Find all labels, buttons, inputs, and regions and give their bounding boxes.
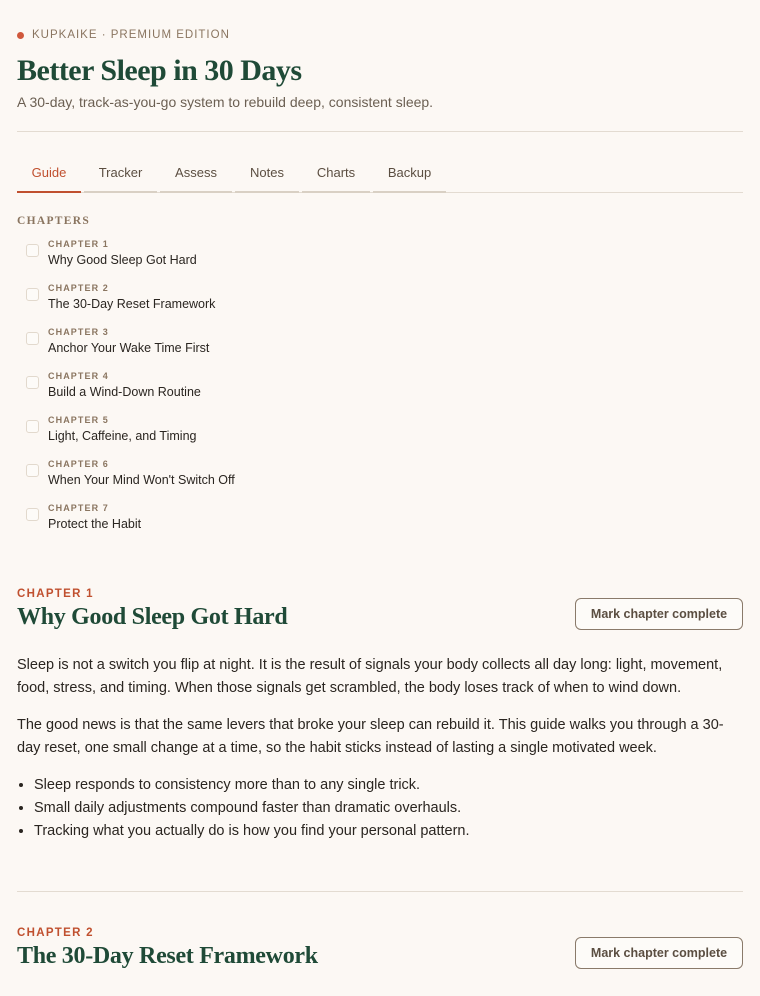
chapters-heading: CHAPTERS	[17, 215, 91, 227]
bullet-item: • Sleep responds to consistency more than to any single trick.	[34, 774, 743, 797]
chapter-number: CHAPTER 6	[48, 459, 109, 469]
chapter-checkbox[interactable]	[26, 332, 39, 345]
tab-backup[interactable]: Backup	[373, 153, 446, 193]
chapter-title: Protect the Habit	[48, 517, 142, 531]
page-subtitle: A 30-day, track-as-you-go system to rebuild deep, consistent sleep.	[17, 94, 434, 110]
chapter-title: When Your Mind Won't Switch Off	[48, 473, 235, 487]
chapter-checkbox[interactable]	[26, 464, 39, 477]
tab-bar	[17, 152, 743, 193]
chapter-title: Light, Caffeine, and Timing	[48, 429, 197, 443]
chapter-checkbox[interactable]	[26, 376, 39, 389]
chapter-title: Build a Wind-Down Routine	[48, 385, 201, 399]
mark-complete-button[interactable]: Mark chapter complete	[575, 937, 743, 969]
chapter-number: CHAPTER 5	[48, 415, 109, 425]
chapter-number: CHAPTER 7	[48, 503, 109, 513]
bullet-item: • Tracking what you actually do is how you find your personal pattern.	[34, 820, 743, 843]
divider	[17, 891, 743, 892]
chapter-checkbox[interactable]	[26, 244, 39, 257]
chapter-item-3[interactable]	[17, 327, 743, 371]
divider	[17, 131, 743, 132]
section-paragraph: Sleep is not a switch you flip at night. It is the result of signals your body collects all day long: light, movement, food, stress, and timing. When those signals get scrambled, the body loses track of when to wind down.	[17, 657, 723, 696]
chapter-number: CHAPTER 2	[48, 283, 109, 293]
chapter-checkbox[interactable]	[26, 508, 39, 521]
chapter-item-5[interactable]	[17, 415, 743, 459]
chapter-list	[17, 239, 743, 547]
chapter-item-2[interactable]	[17, 283, 743, 327]
chapter-item-7[interactable]	[17, 503, 743, 547]
chapter-number: CHAPTER 3	[48, 327, 109, 337]
tab-tracker[interactable]: Tracker	[84, 153, 157, 193]
bullet-item: • Small daily adjustments compound faster than dramatic overhauls.	[34, 797, 743, 820]
chapter-title: Anchor Your Wake Time First	[48, 341, 210, 355]
chapter-item-6[interactable]	[17, 459, 743, 503]
section-eyebrow: CHAPTER 2	[17, 927, 94, 939]
chapter-number: CHAPTER 1	[48, 239, 109, 249]
chapter-item-4[interactable]	[17, 371, 743, 415]
tab-assess[interactable]: Assess	[160, 153, 232, 193]
chapter-section-2	[17, 927, 743, 970]
mark-complete-button[interactable]: Mark chapter complete	[575, 598, 743, 630]
tab-notes[interactable]: Notes	[235, 153, 299, 193]
chapter-checkbox[interactable]	[26, 420, 39, 433]
chapter-title: Why Good Sleep Got Hard	[48, 253, 197, 267]
page-title: Better Sleep in 30 Days	[17, 54, 302, 87]
section-eyebrow: CHAPTER 1	[17, 588, 94, 600]
chapter-section-1	[17, 588, 743, 843]
brand-label: KUPKAIKE · PREMIUM EDITION	[32, 29, 230, 41]
chapter-checkbox[interactable]	[26, 288, 39, 301]
brand-dot-icon	[17, 32, 24, 39]
tab-guide[interactable]: Guide	[17, 153, 81, 193]
section-paragraph: The good news is that the same levers that broke your sleep can rebuild it. This guide walks you through a 30-day reset, one small change at a time, so the habit sticks instead of lasting a single motivated week.	[17, 717, 724, 756]
section-title: Why Good Sleep Got Hard	[17, 604, 288, 630]
bullet-list	[17, 774, 743, 843]
section-title: The 30-Day Reset Framework	[17, 943, 318, 969]
chapter-title: The 30-Day Reset Framework	[48, 297, 216, 311]
tab-charts[interactable]: Charts	[302, 153, 370, 193]
chapter-item-1[interactable]	[17, 239, 743, 283]
chapter-number: CHAPTER 4	[48, 371, 109, 381]
brand-row	[17, 0, 743, 43]
